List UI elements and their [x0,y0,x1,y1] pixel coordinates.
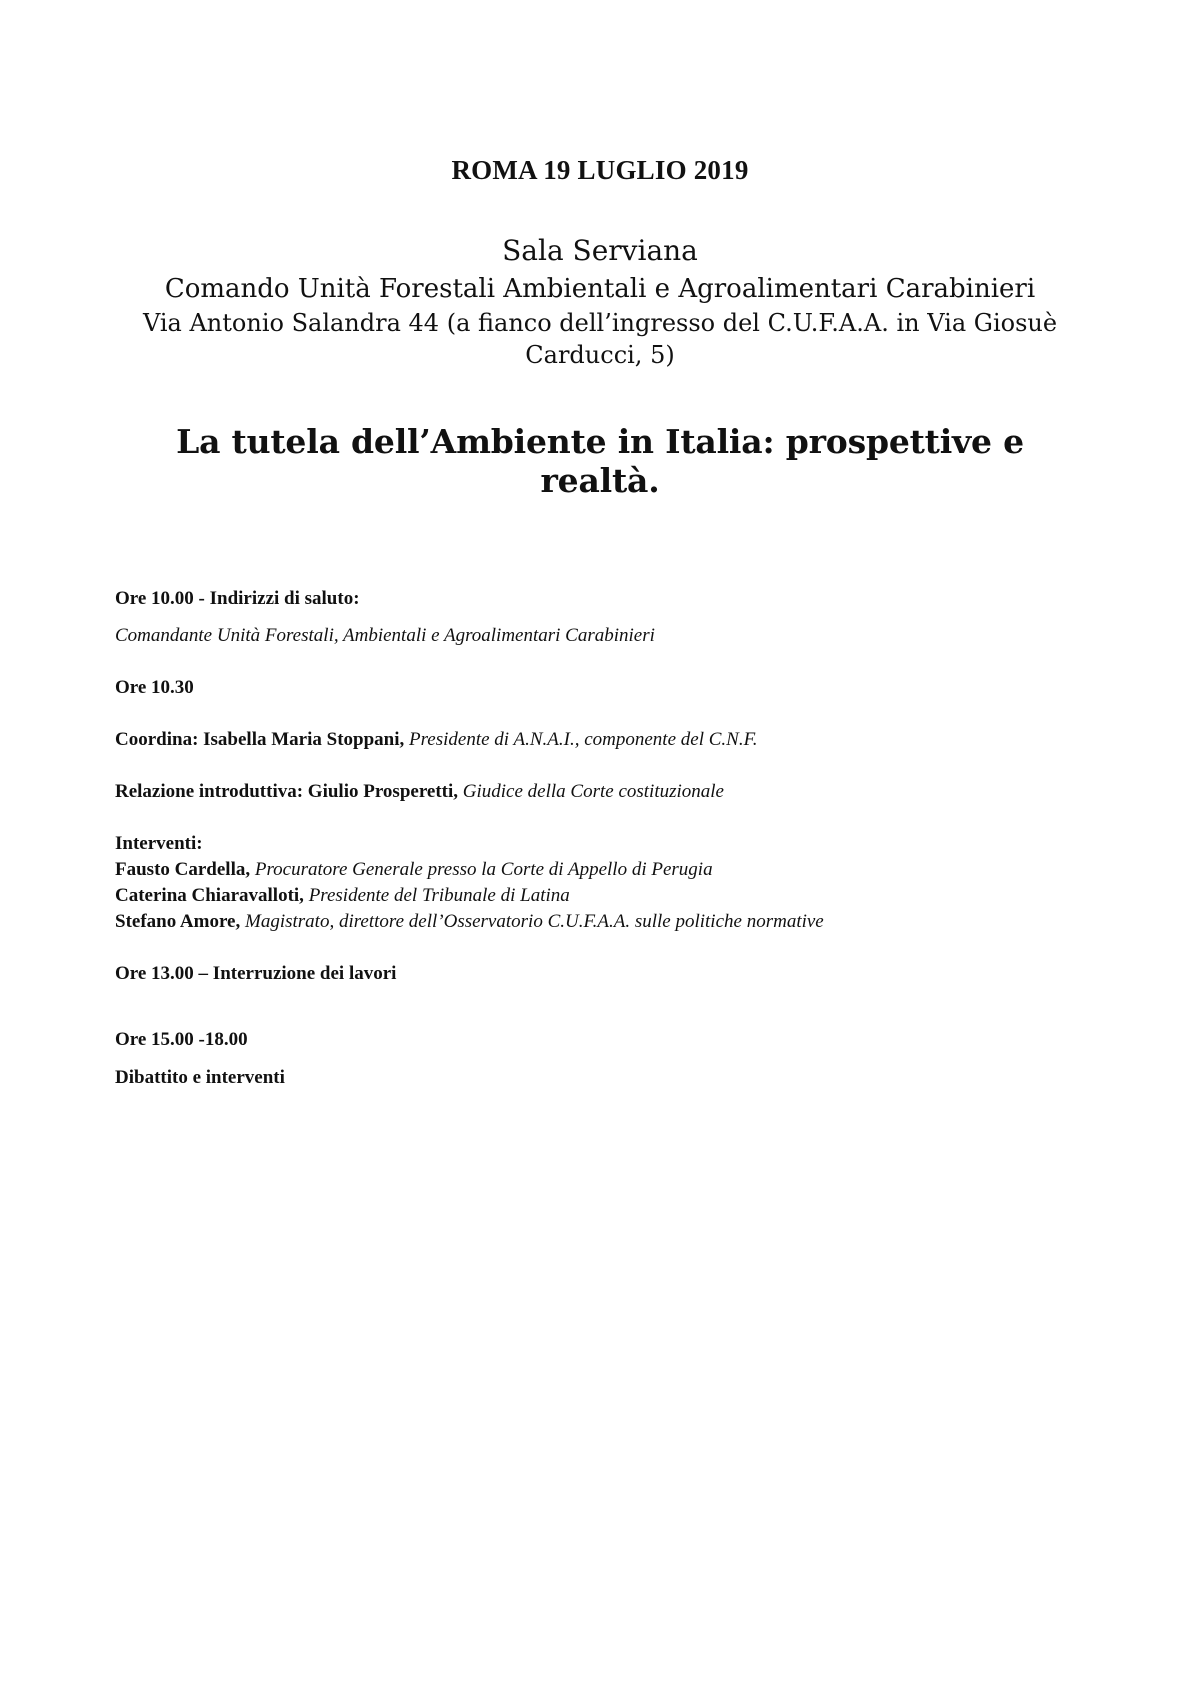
coordinator-label: Coordina: Isabella Maria Stoppani, [115,729,405,750]
speaker-name: Caterina Chiaravalloti, [115,885,304,906]
intro-role: Giudice della Corte costituzionale [462,781,724,802]
speaker-name: Stefano Amore, [115,911,241,932]
break-time: Ore 13.00 – Interruzione dei lavori [115,963,397,984]
intro-label: Relazione introduttiva: Giulio Prosperetti, [115,781,459,802]
venue-block [130,231,1070,371]
intro-line [115,781,724,803]
speaker-role: Procuratore Generale presso la Corte di Appello di Perugia [254,859,713,880]
event-title: La tutela dell’Ambiente in Italia: prospettive e realtà. [176,422,1024,500]
speaker-role: Presidente del Tribunale di Latina [308,885,570,906]
event-date: ROMA 19 LUGLIO 2019 [451,155,749,185]
venue-address: Via Antonio Salandra 44 (a fianco dell’ingresso del C.U.F.A.A. in Via Giosuè Carducci, 5) [142,309,1058,369]
afternoon-time: Ore 15.00 -18.00 [115,1029,248,1050]
speaker-role: Magistrato, direttore dell’Osservatorio C.U.F.A.A. sulle politiche normative [245,911,824,932]
speaker-name: Fausto Cardella, [115,859,251,880]
welcome-speaker: Comandante Unità Forestali, Ambientali e Agroalimentari Carabinieri [115,625,655,646]
coordinator-line [115,729,757,751]
venue-organization: Comando Unità Forestali Ambientali e Agroalimentari Carabinieri [164,274,1036,304]
speaker-line [115,859,713,881]
venue-name: Sala Serviana [502,234,698,267]
coordinator-role: Presidente di A.N.A.I., componente del C.N.F. [409,729,758,750]
afternoon-activity: Dibattito e interventi [115,1067,285,1088]
welcome-time: Ore 10.00 - Indirizzi di saluto: [115,588,360,609]
speaker-line [115,885,570,907]
session-time: Ore 10.30 [115,677,194,698]
speaker-line [115,911,824,933]
interventions-label: Interventi: [115,833,203,854]
